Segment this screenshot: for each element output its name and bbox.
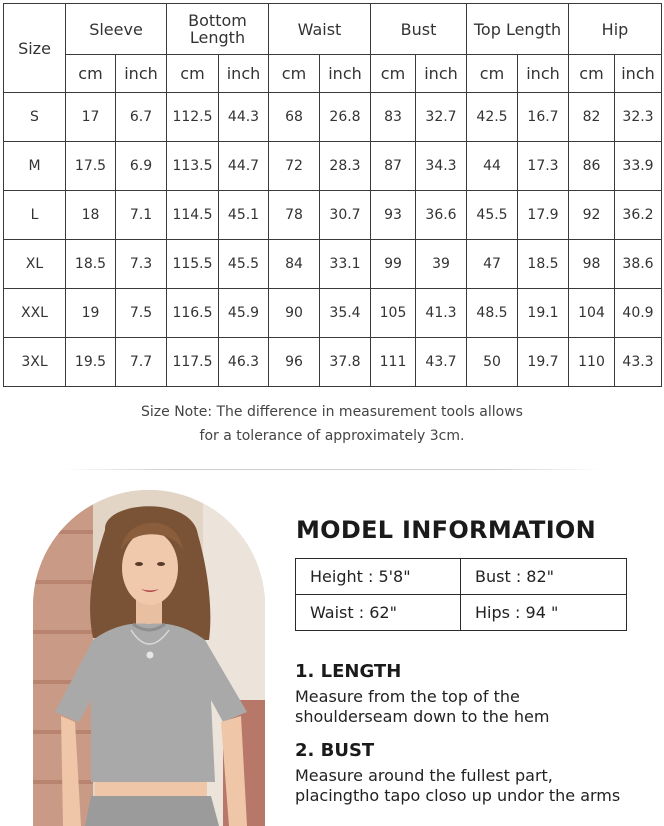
table-cell: 113.5 [167, 142, 219, 191]
table-cell: 112.5 [167, 93, 219, 142]
table-cell: 17.5 [66, 142, 116, 191]
table-cell: 36.6 [416, 191, 467, 240]
table-cell: 92 [569, 191, 615, 240]
table-cell: 104 [569, 289, 615, 338]
table-cell: 99 [371, 240, 416, 289]
table-cell: 78 [269, 191, 320, 240]
table-cell: 83 [371, 93, 416, 142]
size-note [0, 400, 664, 448]
size-label: M [4, 142, 66, 191]
table-cell: 19 [66, 289, 116, 338]
table-cell: 87 [371, 142, 416, 191]
table-cell: 35.4 [320, 289, 371, 338]
table-cell: 98 [569, 240, 615, 289]
length-description [295, 687, 655, 727]
table-cell: 6.9 [116, 142, 167, 191]
table-cell: 39 [416, 240, 467, 289]
table-cell: 18 [66, 191, 116, 240]
table-cell: 115.5 [167, 240, 219, 289]
unit-header: inch [116, 55, 167, 93]
table-cell: 16.7 [518, 93, 569, 142]
bottom-length-header-text [167, 12, 268, 46]
table-cell: 32.3 [615, 93, 662, 142]
bust-line-2: placingtho tapo closo up undor the arms [295, 786, 621, 805]
table-cell: 44.7 [219, 142, 269, 191]
unit-header: cm [569, 55, 615, 93]
table-cell: 17.3 [518, 142, 569, 191]
table-cell: 6.7 [116, 93, 167, 142]
sleeve-header: Sleeve [66, 4, 167, 55]
table-cell: 50 [467, 338, 518, 387]
table-cell: 105 [371, 289, 416, 338]
length-heading: 1. LENGTH [295, 661, 402, 682]
size-label: XL [4, 240, 66, 289]
bottom-length-header [167, 4, 269, 55]
table-cell: 7.3 [116, 240, 167, 289]
table-cell: 18.5 [66, 240, 116, 289]
table-cell: 114.5 [167, 191, 219, 240]
unit-header: cm [269, 55, 320, 93]
table-cell: 43.7 [416, 338, 467, 387]
table-cell: 19.5 [66, 338, 116, 387]
length-line-2: shoulderseam down to the hem [295, 707, 550, 726]
table-cell: 42.5 [467, 93, 518, 142]
model-bust: Bust : 82" [461, 559, 627, 595]
size-note-line-2: for a tolerance of approximately 3cm. [199, 428, 465, 444]
section-divider [62, 469, 602, 470]
unit-header: inch [615, 55, 662, 93]
waist-header: Waist [269, 4, 371, 55]
model-info-table [295, 558, 627, 631]
table-cell: 44.3 [219, 93, 269, 142]
bust-line-1: Measure around the fullest part, [295, 766, 553, 785]
table-cell: 37.8 [320, 338, 371, 387]
model-photo [33, 490, 265, 826]
table-cell: 26.8 [320, 93, 371, 142]
model-height: Height : 5'8" [296, 559, 461, 595]
table-cell: 17 [66, 93, 116, 142]
table-cell: 45.5 [219, 240, 269, 289]
model-illustration [33, 490, 265, 826]
table-cell: 68 [269, 93, 320, 142]
table-cell: 7.5 [116, 289, 167, 338]
top-length-header: Top Length [467, 4, 569, 55]
unit-header: inch [219, 55, 269, 93]
table-cell: 110 [569, 338, 615, 387]
bottom-length-header-line: Bottom [188, 11, 247, 30]
table-cell: 45.1 [219, 191, 269, 240]
table-cell: 18.5 [518, 240, 569, 289]
table-cell: 90 [269, 289, 320, 338]
size-label: XXL [4, 289, 66, 338]
table-cell: 43.3 [615, 338, 662, 387]
size-column-header: Size [4, 4, 66, 93]
table-cell: 116.5 [167, 289, 219, 338]
table-cell: 7.1 [116, 191, 167, 240]
table-cell: 47 [467, 240, 518, 289]
table-cell: 46.3 [219, 338, 269, 387]
unit-header: cm [467, 55, 518, 93]
table-cell: 45.5 [467, 191, 518, 240]
table-row [4, 93, 662, 142]
table-cell: 34.3 [416, 142, 467, 191]
table-cell: 33.9 [615, 142, 662, 191]
bottom-length-header-line: Length [189, 28, 246, 47]
unit-header: inch [320, 55, 371, 93]
table-cell: 111 [371, 338, 416, 387]
unit-header: inch [416, 55, 467, 93]
table-cell: 44 [467, 142, 518, 191]
unit-header: cm [371, 55, 416, 93]
table-cell: 84 [269, 240, 320, 289]
length-line-1: Measure from the top of the [295, 687, 520, 706]
size-label: S [4, 93, 66, 142]
table-cell: 48.5 [467, 289, 518, 338]
size-chart-table [3, 3, 662, 387]
size-label: 3XL [4, 338, 66, 387]
table-row [4, 289, 662, 338]
table-row [4, 240, 662, 289]
bust-header: Bust [371, 4, 467, 55]
table-cell: 82 [569, 93, 615, 142]
table-row [4, 142, 662, 191]
model-waist: Waist : 62" [296, 595, 461, 631]
table-cell: 117.5 [167, 338, 219, 387]
table-cell: 93 [371, 191, 416, 240]
table-cell: 41.3 [416, 289, 467, 338]
unit-header: cm [66, 55, 116, 93]
size-label: L [4, 191, 66, 240]
table-cell: 7.7 [116, 338, 167, 387]
size-note-line-1: Size Note: The difference in measurement tools allows [141, 404, 523, 420]
table-cell: 19.7 [518, 338, 569, 387]
table-cell: 19.1 [518, 289, 569, 338]
bust-heading: 2. BUST [295, 740, 375, 761]
table-cell: 38.6 [615, 240, 662, 289]
table-row [4, 338, 662, 387]
table-cell: 32.7 [416, 93, 467, 142]
table-cell: 72 [269, 142, 320, 191]
hip-header: Hip [569, 4, 662, 55]
unit-header: inch [518, 55, 569, 93]
table-cell: 45.9 [219, 289, 269, 338]
table-cell: 17.9 [518, 191, 569, 240]
model-info-title: MODEL INFORMATION [296, 516, 597, 544]
table-cell: 40.9 [615, 289, 662, 338]
bust-description [295, 766, 655, 806]
table-row [4, 191, 662, 240]
unit-header: cm [167, 55, 219, 93]
table-cell: 30.7 [320, 191, 371, 240]
model-hips: Hips : 94 " [461, 595, 627, 631]
table-cell: 33.1 [320, 240, 371, 289]
table-cell: 86 [569, 142, 615, 191]
table-cell: 36.2 [615, 191, 662, 240]
table-cell: 96 [269, 338, 320, 387]
table-cell: 28.3 [320, 142, 371, 191]
